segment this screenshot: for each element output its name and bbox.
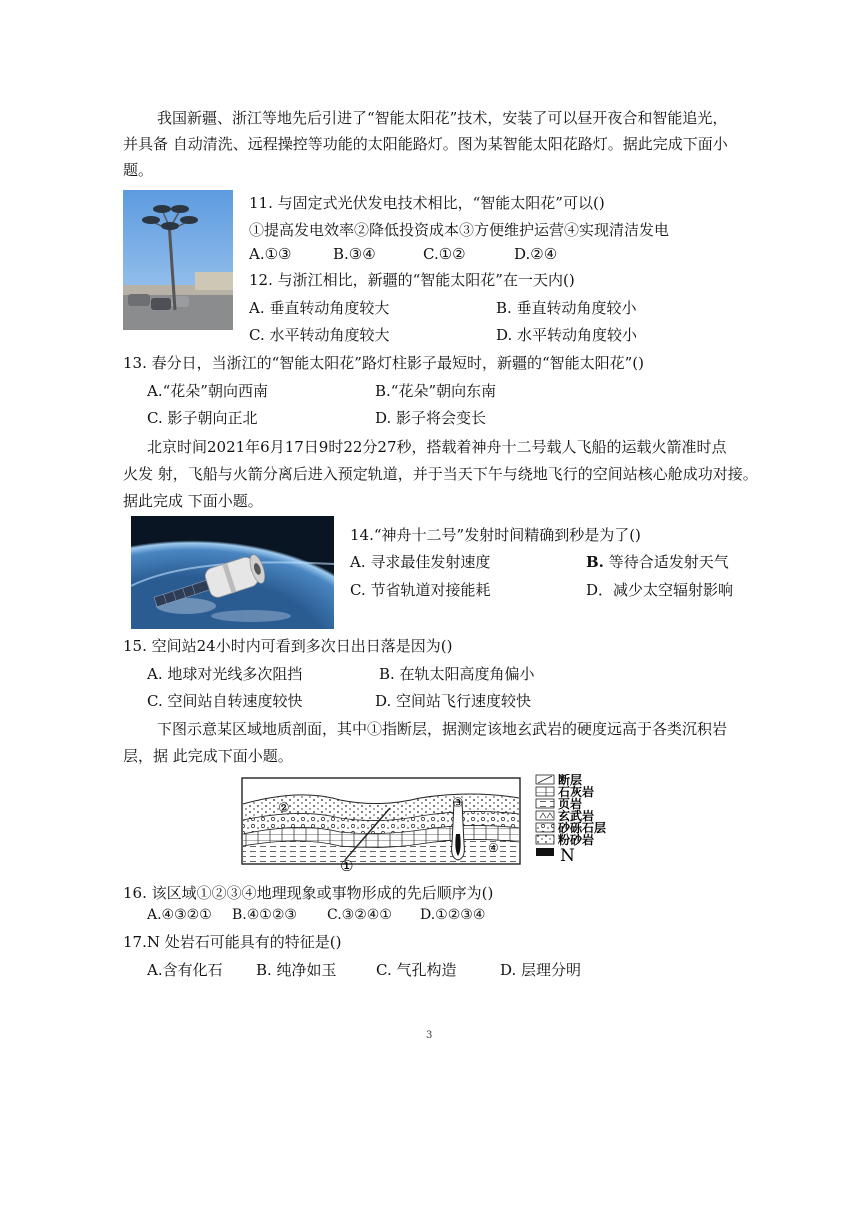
q15-stem: 15. 空间站24小时内可看到多次日出日落是因为() — [123, 637, 453, 655]
q11-stem: 11. 与固定式光伏发电技术相比，“智能太阳花”可以() — [249, 194, 605, 212]
q13-stem: 13. 春分日，当浙江的“智能太阳花”路灯柱影子最短时，新疆的“智能太阳花”() — [123, 354, 645, 372]
space-station-photo — [131, 516, 334, 629]
intro1-line2: 并具备 自动清洗、远程操控等功能的太阳能路灯。图为某智能太阳花路灯。据此完成下面小 — [123, 135, 728, 153]
q14-option-b-text: 等待合适发射天气 — [608, 553, 729, 571]
q15-option-a: A. 地球对光线多次阻挡 — [147, 665, 303, 683]
q17-option-b: B. 纯净如玉 — [256, 961, 337, 979]
legend-n: N — [560, 846, 575, 866]
q12-option-d: D. 水平转动角度较小 — [496, 326, 638, 344]
solar-flower-photo — [123, 190, 233, 330]
q17-option-c: C. 气孔构造 — [376, 961, 457, 979]
q14-stem: 14.“神舟十二号”发射时间精确到秒是为了() — [350, 526, 641, 544]
q13-option-a: A.“花朵”朝向西南 — [147, 382, 268, 400]
q16-option-d: D.①②③④ — [420, 907, 486, 923]
intro2-line2: 火发 射，飞船与火箭分离后进入预定轨道，并于当天下午与绕地飞行的空间站核心舱成功对接。 — [123, 465, 758, 483]
q15-option-d: D. 空间站飞行速度较快 — [375, 692, 532, 710]
q12-stem: 12. 与浙江相比，新疆的“智能太阳花”在一天内() — [249, 271, 575, 289]
q14-option-b — [586, 552, 729, 572]
q14-option-d: D．减少太空辐射影响 — [586, 581, 734, 599]
intro3-line1: 下图示意某区域地质剖面，其中①指断层，据测定该地玄武岩的硬度远高于各类沉积岩 — [157, 720, 728, 738]
q11-option-c: C.①② — [423, 245, 466, 263]
intro2-line1: 北京时间2021年6月17日9时22分27秒，搭载着神舟十二号载人飞船的运载火箭准时点 — [147, 438, 727, 456]
intro2-line3: 据此完成 下面小题。 — [123, 492, 263, 510]
q16-option-a: A.④③②① — [147, 907, 212, 923]
q12-option-b: B. 垂直转动角度较小 — [496, 299, 637, 317]
intro1-line1: 我国新疆、浙江等地先后引进了“智能太阳花”技术，安装了可以昼开夜合和智能追光， — [157, 109, 728, 127]
intro1-line3: 题。 — [123, 161, 154, 179]
geologic-cross-section — [240, 774, 620, 874]
q11-option-a: A.①③ — [249, 245, 292, 263]
q13-option-d: D. 影子将会变长 — [375, 409, 487, 427]
legend-basalt: 玄武岩 — [558, 809, 595, 823]
legend-limestone: 石灰岩 — [558, 785, 595, 799]
q11-items: ①提高发电效率②降低投资成本③方便维护运营④实现清洁发电 — [249, 221, 670, 239]
q15-option-c: C. 空间站自转速度较快 — [147, 692, 303, 710]
q12-option-a: A. 垂直转动角度较大 — [249, 299, 390, 317]
q11-option-d: D.②④ — [514, 245, 558, 263]
q14-option-a: A. 寻求最佳发射速度 — [350, 553, 491, 571]
q13-option-c: C. 影子朝向正北 — [147, 409, 258, 427]
q17-stem: 17.N 处岩石可能具有的特征是() — [123, 933, 342, 951]
q16-option-b: B.④①②③ — [232, 907, 297, 923]
q13-option-b: B.“花朵”朝向东南 — [375, 382, 497, 400]
q11-option-b: B.③④ — [333, 245, 376, 263]
q15-option-b: B. 在轨太阳高度角偏小 — [379, 665, 535, 683]
label-3: ③ — [452, 796, 464, 811]
q14-option-b-letter: B. — [586, 553, 604, 571]
label-2: ② — [278, 801, 290, 816]
page-number: 3 — [426, 1030, 433, 1041]
legend-shale: 页岩 — [558, 797, 583, 811]
figure-legend — [536, 774, 606, 866]
q16-option-c: C.③②④① — [327, 907, 392, 923]
q12-option-c: C. 水平转动角度较大 — [249, 326, 390, 344]
q14-option-c: C. 节省轨道对接能耗 — [350, 581, 491, 599]
legend-fault: 断层 — [558, 774, 583, 787]
q16-stem: 16. 该区域①②③④地理现象或事物形成的先后顺序为() — [123, 884, 494, 902]
label-fault-1: ① — [340, 857, 354, 874]
q17-option-a: A.含有化石 — [147, 961, 223, 979]
intro3-line2: 层，据 此完成下面小题。 — [123, 747, 293, 765]
q17-option-d: D. 层理分明 — [500, 961, 582, 979]
label-4: ④ — [488, 841, 499, 855]
legend-gravel: 砂砾石层 — [558, 821, 607, 835]
legend-siltstone: 粉砂岩 — [558, 833, 595, 847]
